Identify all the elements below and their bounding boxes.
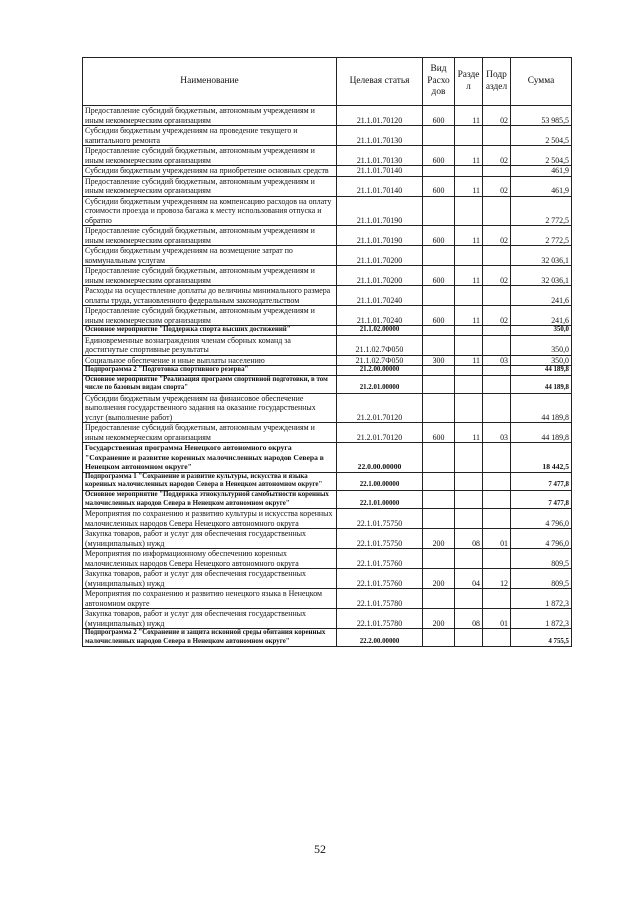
cell-name: Закупка товаров, работ и услуг для обеспечения государственных (муниципальных) нужд	[83, 609, 337, 629]
cell-sum: 809,5	[511, 549, 572, 569]
cell-subsection: 02	[483, 106, 511, 126]
cell-article: 22.1.01.75760	[337, 569, 423, 589]
cell-name: Предоставление субсидий бюджетным, автономным учреждениям и иным некоммерческим организациям	[83, 146, 337, 166]
cell-section: 08	[455, 609, 483, 629]
cell-type: 600	[423, 423, 455, 443]
cell-name: Предоставление субсидий бюджетным, автономным учреждениям и иным некоммерческим организациям	[83, 226, 337, 246]
cell-subsection	[483, 126, 511, 146]
cell-type	[423, 196, 455, 226]
cell-sum: 53 985,5	[511, 106, 572, 126]
cell-sum: 1 872,3	[511, 589, 572, 609]
cell-type: 600	[423, 106, 455, 126]
cell-subsection	[483, 326, 511, 336]
cell-article: 21.1.01.70200	[337, 266, 423, 286]
table-row	[83, 609, 572, 629]
cell-name: Субсидии бюджетным учреждениям на приобретение основных средств	[83, 166, 337, 177]
cell-name: Субсидии бюджетным учреждениям на возмещение затрат по коммунальным услугам	[83, 246, 337, 266]
table-row	[83, 146, 572, 166]
cell-sum: 1 872,3	[511, 609, 572, 629]
cell-name: Закупка товаров, работ и услуг для обеспечения государственных (муниципальных) нужд	[83, 529, 337, 549]
cell-section	[455, 549, 483, 569]
cell-article: 21.1.01.70190	[337, 226, 423, 246]
table-row	[83, 126, 572, 146]
cell-name: Предоставление субсидий бюджетным, автономным учреждениям и иным некоммерческим организациям	[83, 176, 337, 196]
cell-type	[423, 326, 455, 336]
cell-subsection	[483, 286, 511, 306]
table-row	[83, 423, 572, 443]
cell-type: 200	[423, 609, 455, 629]
cell-type	[423, 335, 455, 355]
cell-sum: 461,9	[511, 176, 572, 196]
cell-type	[423, 472, 455, 490]
table-row	[83, 226, 572, 246]
cell-section	[455, 366, 483, 376]
budget-table	[82, 57, 572, 647]
cell-sum: 4 796,0	[511, 509, 572, 529]
table-row	[83, 286, 572, 306]
cell-article: 21.1.01.70200	[337, 246, 423, 266]
cell-sum: 18 442,5	[511, 443, 572, 473]
cell-article: 22.1.01.75760	[337, 549, 423, 569]
cell-type	[423, 491, 455, 509]
cell-name: Социальное обеспечение и иные выплаты населению	[83, 355, 337, 366]
cell-article: 21.1.01.70130	[337, 146, 423, 166]
cell-article: 22.1.01.75750	[337, 529, 423, 549]
cell-name: Государственная программа Ненецкого автономного округа "Сохранение и развитие коренных малочисленных народов Севера в Ненецком автономном округе"	[83, 443, 337, 473]
header-name: Наименование	[83, 58, 337, 106]
table-row	[83, 355, 572, 366]
cell-section	[455, 393, 483, 423]
cell-section	[455, 375, 483, 393]
cell-name: Мероприятия по информационному обеспечению коренных малочисленных народов Севера Ненецкого автономного округа	[83, 549, 337, 569]
cell-article: 21.1.02.7Ф050	[337, 355, 423, 366]
cell-section	[455, 166, 483, 177]
cell-type	[423, 443, 455, 473]
table-row	[83, 375, 572, 393]
cell-sum: 7 477,8	[511, 491, 572, 509]
cell-article: 21.1.01.70240	[337, 286, 423, 306]
cell-section: 11	[455, 306, 483, 326]
cell-subsection: 02	[483, 146, 511, 166]
cell-name: Субсидии бюджетным учреждениям на компенсацию расходов на оплату стоимости проезда и провоза багажа к месту использования отпуска и обратно	[83, 196, 337, 226]
cell-article: 21.2.00.00000	[337, 366, 423, 376]
cell-name: Субсидии бюджетным учреждениям на финансовое обеспечение выполнения государственного задания на оказание государственных услуг (выполнение работ)	[83, 393, 337, 423]
table-row	[83, 529, 572, 549]
cell-article: 21.1.01.70190	[337, 196, 423, 226]
cell-type: 600	[423, 176, 455, 196]
cell-subsection	[483, 472, 511, 490]
cell-type	[423, 393, 455, 423]
table-row	[83, 549, 572, 569]
cell-section	[455, 589, 483, 609]
cell-subsection	[483, 443, 511, 473]
page-number: 52	[314, 842, 326, 856]
cell-subsection: 12	[483, 569, 511, 589]
cell-article: 21.1.02.00000	[337, 326, 423, 336]
cell-name: Расходы на осуществление доплаты до величины минимального размера оплаты труда, установленного федеральным законодательством	[83, 286, 337, 306]
cell-type: 200	[423, 569, 455, 589]
cell-sum: 350,0	[511, 335, 572, 355]
cell-section	[455, 246, 483, 266]
cell-sum: 2 504,5	[511, 126, 572, 146]
table-row	[83, 366, 572, 376]
cell-subsection: 03	[483, 355, 511, 366]
cell-subsection	[483, 375, 511, 393]
cell-section	[455, 286, 483, 306]
cell-sum: 809,5	[511, 569, 572, 589]
cell-subsection	[483, 589, 511, 609]
table-row	[83, 589, 572, 609]
cell-section	[455, 196, 483, 226]
cell-name: Основное мероприятие "Реализация программ спортивной подготовки, в том числе по базовым видам спорта"	[83, 375, 337, 393]
cell-section: 11	[455, 266, 483, 286]
cell-article: 22.1.00.00000	[337, 472, 423, 490]
table-row	[83, 393, 572, 423]
cell-type: 600	[423, 266, 455, 286]
cell-subsection: 02	[483, 226, 511, 246]
cell-type: 300	[423, 355, 455, 366]
cell-subsection: 01	[483, 529, 511, 549]
cell-article: 21.1.01.70130	[337, 126, 423, 146]
table-row	[83, 246, 572, 266]
table-row	[83, 266, 572, 286]
cell-type	[423, 549, 455, 569]
cell-article: 22.0.00.00000	[337, 443, 423, 473]
cell-section: 04	[455, 569, 483, 589]
cell-sum: 44 189,8	[511, 366, 572, 376]
cell-sum: 2 504,5	[511, 146, 572, 166]
table-row	[83, 472, 572, 490]
header-subsection: Подр аздел	[483, 58, 511, 106]
cell-subsection	[483, 393, 511, 423]
cell-name: Предоставление субсидий бюджетным, автономным учреждениям и иным некоммерческим организациям	[83, 106, 337, 126]
cell-section: 11	[455, 423, 483, 443]
header-article: Целевая статья	[337, 58, 423, 106]
cell-sum: 32 036,1	[511, 246, 572, 266]
cell-section	[455, 491, 483, 509]
cell-subsection	[483, 629, 511, 647]
table-row	[83, 306, 572, 326]
cell-name: Подпрограмма 1 "Сохранение и развитие культуры, искусства и языка коренных малочисленных народов Севера в Ненецком автономном округе"	[83, 472, 337, 490]
cell-type	[423, 375, 455, 393]
cell-section	[455, 335, 483, 355]
cell-section	[455, 126, 483, 146]
cell-name: Подпрограмма 2 "Подготовка спортивного резерва"	[83, 366, 337, 376]
cell-article: 22.1.01.75750	[337, 509, 423, 529]
cell-section: 11	[455, 226, 483, 246]
cell-name: Предоставление субсидий бюджетным, автономным учреждениям и иным некоммерческим организациям	[83, 266, 337, 286]
cell-type	[423, 629, 455, 647]
cell-section: 08	[455, 529, 483, 549]
cell-name: Основное мероприятие "Поддержка спорта высших достижений"	[83, 326, 337, 336]
cell-article: 22.1.01.75780	[337, 589, 423, 609]
cell-section: 11	[455, 146, 483, 166]
cell-subsection: 02	[483, 306, 511, 326]
cell-subsection: 01	[483, 609, 511, 629]
cell-article: 21.2.01.70120	[337, 423, 423, 443]
cell-name: Предоставление субсидий бюджетным, автономным учреждениям и иным некоммерческим организациям	[83, 423, 337, 443]
table-row	[83, 569, 572, 589]
cell-name: Мероприятия по сохранению и развитию ненецкого языка в Ненецком автономном округе	[83, 589, 337, 609]
table-row	[83, 196, 572, 226]
header-type: Вид Расхо дов	[423, 58, 455, 106]
cell-type: 200	[423, 529, 455, 549]
cell-name: Мероприятия по сохранению и развитию культуры и искусства коренных малочисленных народов Севера Ненецкого автономного округа	[83, 509, 337, 529]
header-section: Разде л	[455, 58, 483, 106]
cell-sum: 44 189,8	[511, 423, 572, 443]
cell-sum: 2 772,5	[511, 196, 572, 226]
cell-section: 11	[455, 106, 483, 126]
cell-article: 21.1.01.70140	[337, 166, 423, 177]
cell-article: 21.1.02.7Ф050	[337, 335, 423, 355]
cell-sum: 2 772,5	[511, 226, 572, 246]
cell-name: Подпрограмма 2 "Сохранение и защита исконной среды обитания коренных малочисленных народов Севера в Ненецком автономном округе"	[83, 629, 337, 647]
cell-subsection	[483, 246, 511, 266]
cell-subsection: 02	[483, 266, 511, 286]
cell-subsection: 02	[483, 176, 511, 196]
cell-type	[423, 246, 455, 266]
cell-type	[423, 589, 455, 609]
cell-type	[423, 166, 455, 177]
cell-sum: 44 189,8	[511, 375, 572, 393]
cell-name: Основное мероприятие "Поддержка этнокультурной самобытности коренных малочисленных народов Севера в Ненецком автономном округе"	[83, 491, 337, 509]
cell-type	[423, 509, 455, 529]
cell-sum: 44 189,8	[511, 393, 572, 423]
cell-name: Предоставление субсидий бюджетным, автономным учреждениям и иным некоммерческим организациям	[83, 306, 337, 326]
cell-sum: 241,6	[511, 286, 572, 306]
cell-subsection	[483, 166, 511, 177]
cell-sum: 241,6	[511, 306, 572, 326]
cell-subsection	[483, 549, 511, 569]
header-sum: Сумма	[511, 58, 572, 106]
cell-section	[455, 326, 483, 336]
table-row	[83, 326, 572, 336]
cell-article: 22.1.01.75780	[337, 609, 423, 629]
cell-section: 11	[455, 176, 483, 196]
table-row	[83, 176, 572, 196]
cell-type	[423, 126, 455, 146]
cell-sum: 350,0	[511, 326, 572, 336]
cell-type: 600	[423, 306, 455, 326]
cell-article: 21.1.01.70240	[337, 306, 423, 326]
table-row	[83, 443, 572, 473]
cell-sum: 461,9	[511, 166, 572, 177]
cell-subsection	[483, 366, 511, 376]
table-header-row	[83, 58, 572, 106]
cell-sum: 4 755,5	[511, 629, 572, 647]
cell-subsection	[483, 491, 511, 509]
cell-sum: 4 796,0	[511, 529, 572, 549]
cell-section	[455, 629, 483, 647]
cell-subsection: 03	[483, 423, 511, 443]
cell-subsection	[483, 335, 511, 355]
cell-section	[455, 472, 483, 490]
cell-name: Закупка товаров, работ и услуг для обеспечения государственных (муниципальных) нужд	[83, 569, 337, 589]
cell-type	[423, 286, 455, 306]
table-row	[83, 106, 572, 126]
cell-article: 22.2.00.00000	[337, 629, 423, 647]
table-row	[83, 335, 572, 355]
cell-sum: 7 477,8	[511, 472, 572, 490]
table-row	[83, 509, 572, 529]
table-row	[83, 166, 572, 177]
cell-sum: 350,0	[511, 355, 572, 366]
cell-type: 600	[423, 226, 455, 246]
cell-type: 600	[423, 146, 455, 166]
cell-subsection	[483, 196, 511, 226]
cell-name: Субсидии бюджетным учреждениям на проведение текущего и капитального ремонта	[83, 126, 337, 146]
table-row	[83, 491, 572, 509]
cell-subsection	[483, 509, 511, 529]
cell-article: 21.2.01.00000	[337, 375, 423, 393]
cell-section: 11	[455, 355, 483, 366]
cell-article: 21.2.01.70120	[337, 393, 423, 423]
cell-section	[455, 443, 483, 473]
cell-section	[455, 509, 483, 529]
cell-sum: 32 036,1	[511, 266, 572, 286]
table-row	[83, 629, 572, 647]
cell-type	[423, 366, 455, 376]
cell-article: 21.1.01.70120	[337, 106, 423, 126]
cell-article: 21.1.01.70140	[337, 176, 423, 196]
cell-name: Единовременные вознаграждения членам сборных команд за достигнутые спортивные результаты	[83, 335, 337, 355]
cell-article: 22.1.01.00000	[337, 491, 423, 509]
